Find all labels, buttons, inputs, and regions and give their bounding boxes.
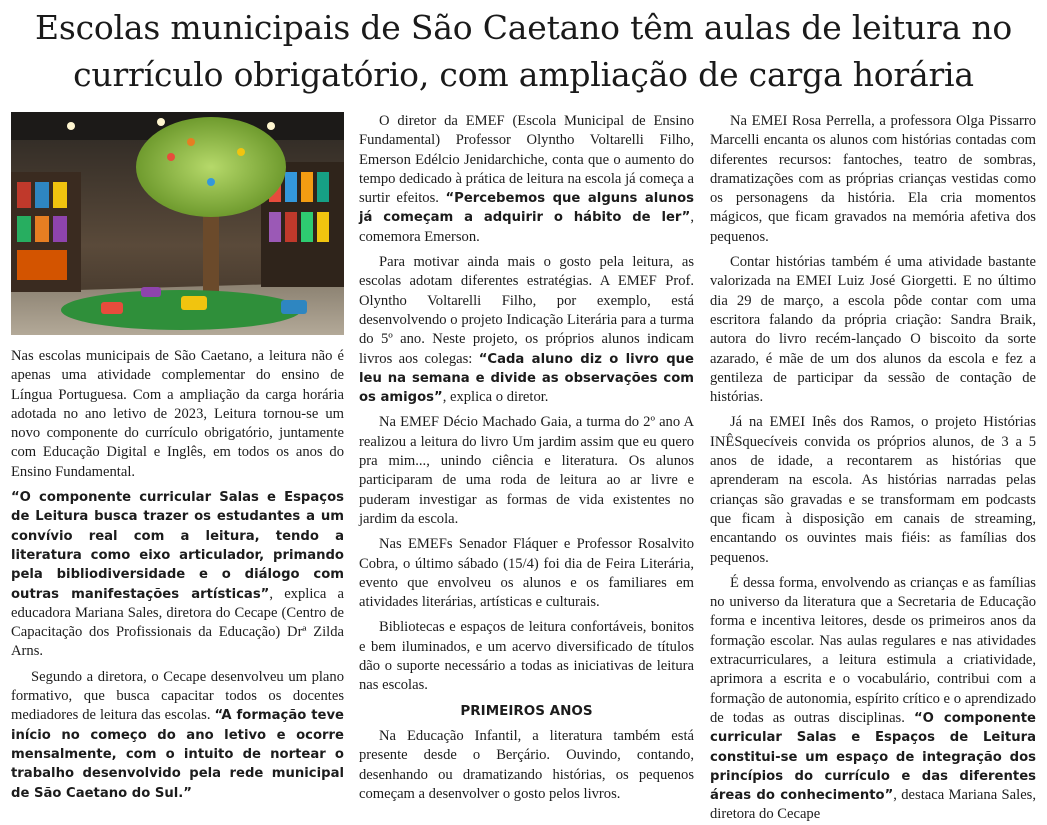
col3-paragraph-2: Contar histórias também é uma atividade bastante valorizada na EMEI Luiz José Giorgetti. E no último dia 29 de março, a escola pôde contar com uma escritora falando da própria criação: Sandra Braik, autora do livro recém-lançado O biscoito da sorte azarado, é mãe de um dos alunos da escola e fez a gentileza de participar da sessão de contação de histórias. <box>710 254 1036 406</box>
col1-paragraph-3-text: Segundo a diretora, o Cecape desenvolveu um plano formativo, que busca capacitar todos os docentes mediadores de leitura das escolas. <box>11 668 344 724</box>
col2-paragraph-3: Na EMEF Décio Machado Gaia, a turma do 2º ano A realizou a leitura do livro Um jardim assim que eu quero pra mim..., unindo ciência e literatura. Os alunos participaram de uma roda de leitura ao ar livre e puderam investigar as formas de vida existentes no jardim da escola. <box>359 414 694 527</box>
col1-paragraph-2-rest: , explica a educadora Mariana Sales, diretora do Cecape (Centro de Capacitação dos Profissionais da Educação) Drª Zilda Arns. <box>11 585 344 660</box>
col1-quote-1: “O componente curricular Salas e Espaços de Leitura busca trazer os estudantes a um convívio real com a leitura, tendo a literatura como eixo articulador, primando pela bibliodiversidade e o diálogo com outras manifestações artísticas” <box>11 490 344 602</box>
col3-paragraph-3: Já na EMEI Inês dos Ramos, o projeto Histórias INÊSquecíveis convida os próprios alunos, de 3 a 5 anos de idade, a recontarem as histórias que aprenderam na escola. As histórias narradas pelas crianças são gravadas e se transformam em podcasts que ficam à disposição em canais de streaming, encantando os ouvintes mais fiéis: as famílias dos pequenos. <box>710 414 1036 566</box>
school-reading-room-photo <box>11 112 344 335</box>
col2-paragraph-2 <box>359 253 694 407</box>
col3-paragraph-4-rest: , destaca Mariana Sales, diretora do Cecape <box>710 787 1036 823</box>
col2-paragraph-1-rest: , comemora Emerson. <box>359 209 694 245</box>
col3-paragraph-4 <box>710 574 1036 825</box>
col1-quote-2: “A formação teve início no começo do ano letivo e ocorre mensalmente, com o intuito de nortear o trabalho desenvolvido pela rede municipal de São Caetano do Sul.” <box>11 708 344 801</box>
column-2 <box>359 112 695 802</box>
col2-paragraph-1 <box>359 112 694 247</box>
col2-paragraph-2-text: Para motivar ainda mais o gosto pela leitura, as escolas adotam diferentes estratégias. A EMEF Prof. Olyntho Voltarelli Filho, por exemplo, está desenvolvendo o projeto Indicação Literária para a turma do 5º ano. Neste projeto, os próprios alunos indicam livros aos colegas: <box>359 254 694 367</box>
col2-paragraph-4: Nas EMEFs Senador Fláquer e Professor Rosalvito Cobra, o último sábado (15/4) foi dia de Feira Literária, evento que envolveu os alunos e os familiares em atividades literárias, artísticas e culturais. <box>359 536 694 611</box>
col2-paragraph-6: Na Educação Infantil, a literatura também está presente desde o Berçário. Ouvindo, contando, desenhando ou dramatizando histórias, os pequenos começam a desenvolver o gosto pelos livros. <box>359 727 694 802</box>
col2-paragraph-5: Bibliotecas e espaços de leitura confortáveis, bonitos e bem iluminados, e um acervo diversificado de títulos dão o suporte necessário a todas as iniciativas de leitura nas escolas. <box>359 619 694 694</box>
col2-paragraph-2-rest: , explica o diretor. <box>442 389 549 406</box>
col1-paragraph-2 <box>11 488 344 662</box>
col3-paragraph-1: Na EMEI Rosa Perrella, a professora Olga Pissarro Marcelli encanta os alunos com histórias contadas com diferentes recursos: fantoches, teatro de sombras, dramatizações com as próprias crianças vestidas como os personagens da história. Ela cria momentos mágicos, que ficam gravados na memória afetiva dos pequenos. <box>710 113 1036 245</box>
col3-quote-1: “O componente curricular Salas e Espaços de Leitura constitui-se um espaço de integração dos princípios do currículo e das diferentes áreas do conhecimento” <box>710 710 1036 804</box>
column-3 <box>710 112 1036 823</box>
col1-paragraph-1: Nas escolas municipais de São Caetano, a leitura não é apenas uma atividade complementar do ensino de Língua Portuguesa. Com a ampliação da carga horária adotada no ano letivo de 2023, Leitura tornou-se um novo componente do currículo obrigatório, juntamente com Educação Digital e Inglês, em todos os anos do Ensino Fundamental. <box>11 348 344 480</box>
headline: Escolas municipais de São Caetano têm aulas de leitura no currículo obrigatório, com ampliação de carga horária <box>34 8 1013 94</box>
col2-paragraph-1-text: O diretor da EMEF (Escola Municipal de Ensino Fundamental) Professor Olyntho Voltarelli Filho, Emerson Edélcio Jenidarchiche, conta que o aumento do tempo dedicado à prática de leitura na escola já começa a surtir efeitos. <box>359 113 694 207</box>
col1-paragraph-3 <box>11 668 344 803</box>
col2-quote-2: “Cada aluno diz o livro que leu na semana e divide as observações com os amigos” <box>359 351 694 406</box>
column-1 <box>11 112 344 799</box>
section-subhead: PRIMEIROS ANOS <box>460 702 593 719</box>
col2-quote-1: “Percebemos que alguns alunos já começam a adquirir o hábito de ler” <box>359 191 695 226</box>
col3-paragraph-4-text: É dessa forma, envolvendo as crianças e as famílias no universo da literatura que a Secretaria de Educação forma e incentiva leitores, desde os primeiros anos da formação escolar. Nas aulas regulares e nas atividades extracurriculares, a leitura estimula a criatividade, aprimora a escrita e o vocabulário, contribui com a formação de autonomia, espírito crítico e o aprendizado de todas as outras disciplinas. <box>710 574 1036 726</box>
